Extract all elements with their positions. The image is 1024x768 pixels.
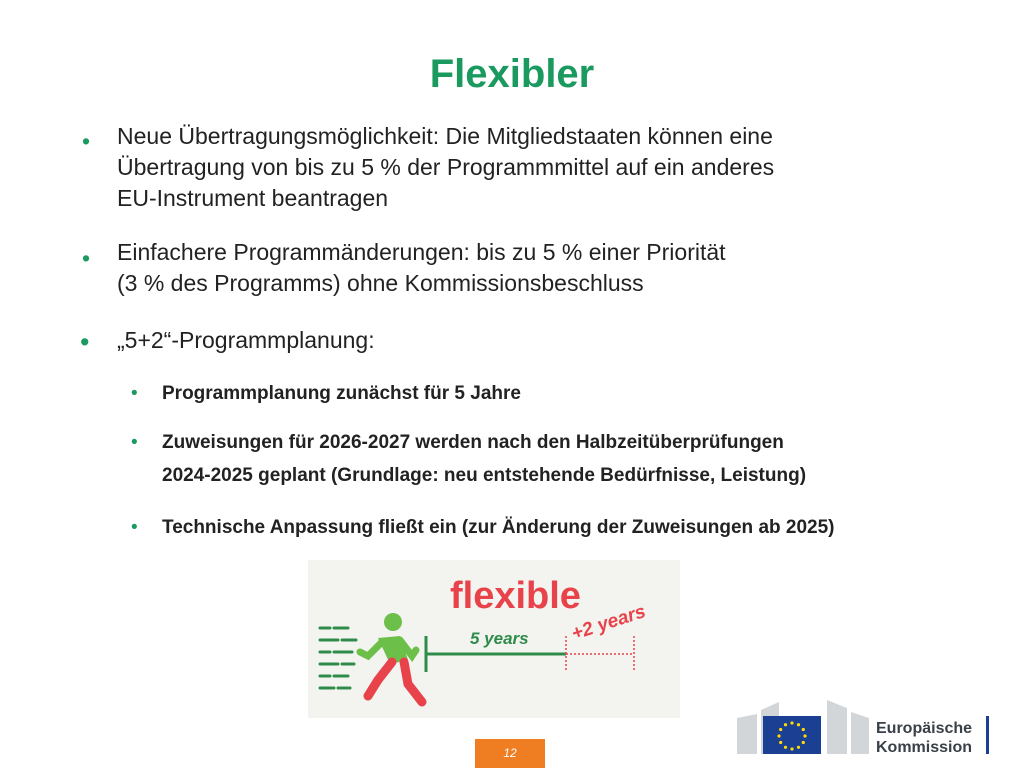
bullet-dot-2: • <box>82 245 91 271</box>
sub-bullet-1-line-1: Programmplanung zunächst für 5 Jahre <box>162 383 521 404</box>
sub-bullet-2 <box>162 426 806 492</box>
sub-bullet-dot-2: • <box>131 432 138 453</box>
flexible-illustration <box>308 560 680 718</box>
page-number-badge: 12 <box>475 739 545 768</box>
sub-bullet-2-line-2: 2024-2025 geplant (Grundlage: neu entstehende Bedürfnisse, Leistung) <box>162 465 807 486</box>
sub-bullet-dot-3: • <box>131 517 138 538</box>
bullet-dot-3: • <box>80 327 90 357</box>
plus-two-years-label: +2 years <box>569 601 649 645</box>
logo-divider <box>986 716 989 754</box>
bullet-1-line-2: Übertragung von bis zu 5 % der Programmmittel auf ein anderes <box>117 154 775 180</box>
sub-bullet-2-line-1: Zuweisungen für 2026-2027 werden nach den Halbzeitüberprüfungen <box>162 432 784 453</box>
logo-text-line-1: Europäische <box>876 720 973 737</box>
bullet-1-line-3: EU-Instrument beantragen <box>117 185 389 211</box>
five-years-label: 5 years <box>470 629 529 648</box>
bullet-dot-1: • <box>82 128 91 154</box>
logo-text-line-2: Kommission <box>876 739 973 756</box>
sub-bullet-3-line-1: Technische Anpassung fließt ein (zur Änderung der Zuweisungen ab 2025) <box>162 517 835 538</box>
bullet-2-line-1: Einfachere Programmänderungen: bis zu 5 % einer Priorität <box>117 239 726 265</box>
slide-title: Flexibler <box>429 52 595 96</box>
european-commission-logo <box>735 688 995 756</box>
sub-bullet-1 <box>162 377 521 410</box>
bullet-1-line-1: Neue Übertragungsmöglichkeit: Die Mitgliedstaaten können eine <box>117 123 773 149</box>
bullet-3 <box>117 325 375 356</box>
sub-bullet-dot-1: • <box>131 383 138 404</box>
sub-bullet-3 <box>162 511 835 544</box>
flexible-heading: flexible <box>450 575 581 617</box>
bullet-2-line-2: (3 % des Programms) ohne Kommissionsbeschluss <box>117 270 644 296</box>
bullet-3-line-1: „5+2“-Programmplanung: <box>117 327 375 353</box>
bullet-1 <box>117 121 774 214</box>
bullet-2 <box>117 237 726 299</box>
